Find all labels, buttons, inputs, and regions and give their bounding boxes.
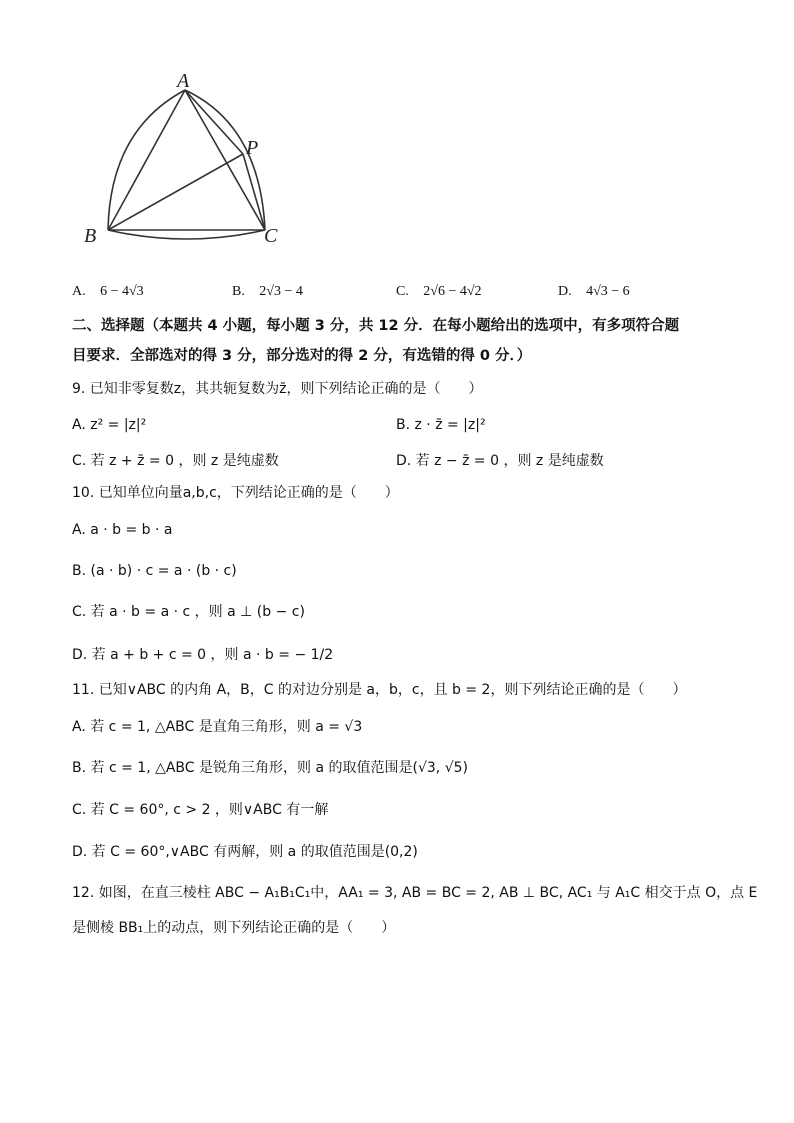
label-a: A: [177, 70, 190, 92]
q10-option-d: D. 若 a + b + c = 0 ，则 a · b = − 1/2: [72, 647, 334, 663]
q10-option-b: B. (a · b) · c = a · (b · c): [72, 563, 237, 579]
q10-option-a: A. a · b = b · a: [72, 522, 173, 538]
option-text: 2√6 − 4√2: [423, 284, 482, 299]
section-heading-line1: 二、选择题（本题共 4 小题，每小题 3 分，共 12 分．在每小题给出的选项中，有多项符合题: [72, 318, 680, 334]
arc-bc: [108, 230, 265, 239]
q9-option-a: A. z² = |z|²: [72, 417, 147, 433]
prev-option-a: [72, 281, 144, 302]
q11-stem: 11. 已知∨ABC 的内角 A，B，C 的对边分别是 a，b，c，且 b = 2，则下列结论正确的是（ ）: [72, 682, 687, 698]
option-text: 2√3 − 4: [259, 284, 303, 299]
option-text: 4√3 − 6: [586, 284, 630, 299]
section-heading-line2: 目要求．全部选对的得 3 分，部分选对的得 2 分，有选错的得 0 分．）: [72, 348, 532, 364]
q9-stem: 9. 已知非零复数z，其共轭复数为z̄，则下列结论正确的是（ ）: [72, 381, 483, 397]
segment-ap: [185, 90, 243, 154]
side-ac: [185, 90, 265, 230]
q12-stem-line1: 12. 如图，在直三棱柱 ABC − A₁B₁C₁中，AA₁ = 3, AB = BC = 2, AB ⊥ BC, AC₁ 与 A₁C 相交于点 O，点 E: [72, 885, 758, 901]
label-p: P: [246, 137, 259, 159]
triangle-figure: [80, 70, 290, 250]
segment-pc: [243, 154, 265, 230]
option-label: B.: [232, 284, 245, 299]
prev-option-c: [396, 281, 482, 302]
option-label: A.: [72, 284, 86, 299]
q11-option-d: D. 若 C = 60°,∨ABC 有两解，则 a 的取值范围是(0,2): [72, 844, 418, 860]
q11-option-c: C. 若 C = 60°, c > 2 ，则∨ABC 有一解: [72, 802, 329, 818]
q11-option-a: A. 若 c = 1, △ABC 是直角三角形，则 a = √3: [72, 719, 363, 735]
q9-option-d: D. 若 z − z̄ = 0 ，则 z 是纯虚数: [396, 453, 604, 469]
prev-option-d: [558, 281, 630, 302]
option-text: 6 − 4√3: [100, 284, 144, 299]
q12-stem-line2: 是侧棱 BB₁上的动点，则下列结论正确的是（ ）: [72, 920, 396, 936]
prev-option-b: [232, 281, 303, 302]
option-label: C.: [396, 284, 409, 299]
q10-option-c: C. 若 a · b = a · c ，则 a ⊥ (b − c): [72, 604, 305, 620]
label-b: B: [84, 225, 97, 247]
q10-stem: 10. 已知单位向量a,b,c，下列结论正确的是（ ）: [72, 485, 399, 501]
q11-option-b: B. 若 c = 1, △ABC 是锐角三角形，则 a 的取值范围是(√3, √5): [72, 760, 468, 776]
label-c: C: [264, 225, 278, 247]
option-label: D.: [558, 284, 572, 299]
q9-option-c: C. 若 z + z̄ = 0 ，则 z 是纯虚数: [72, 453, 279, 469]
q9-option-b: B. z · z̄ = |z|²: [396, 417, 486, 433]
